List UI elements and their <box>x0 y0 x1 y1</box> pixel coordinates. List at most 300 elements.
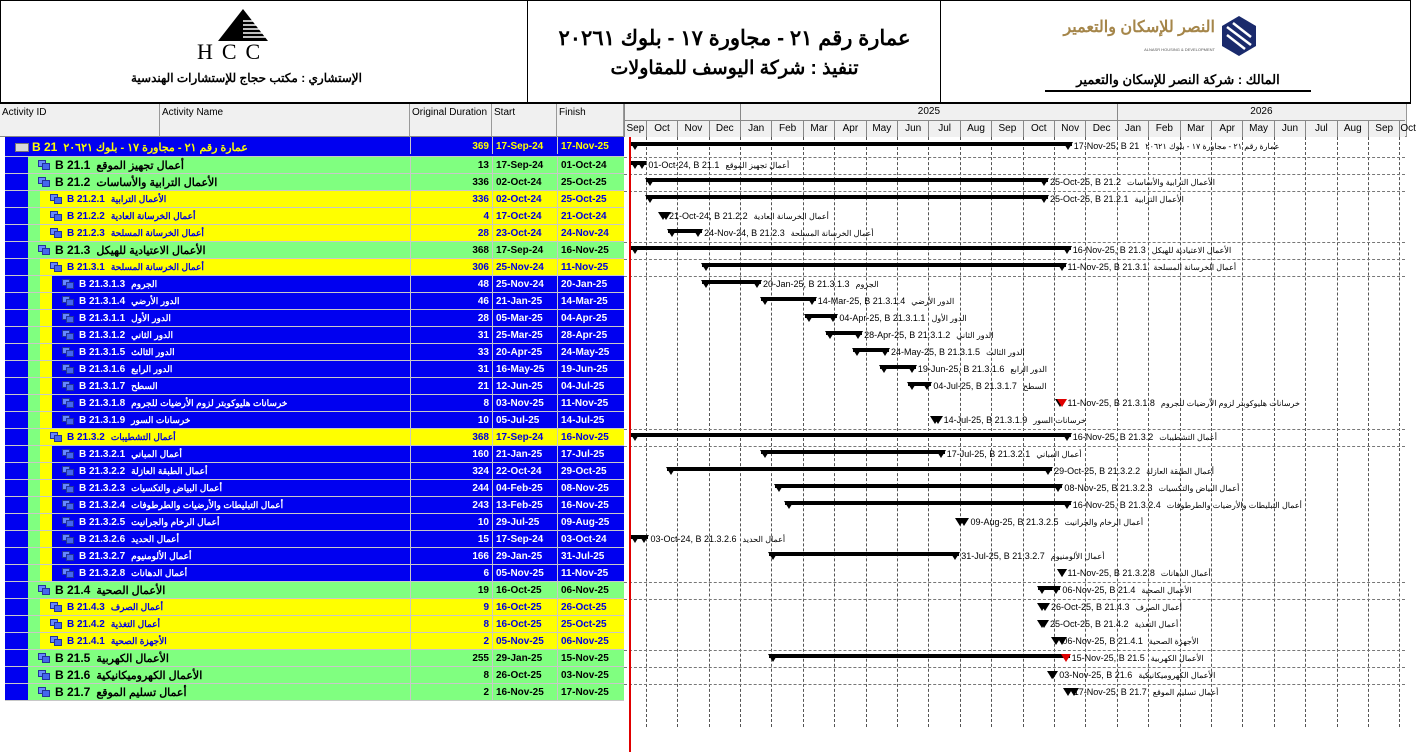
table-row[interactable] <box>5 667 624 684</box>
activity-id: B 21.4.1 <box>67 636 105 647</box>
activity-id-name <box>55 157 184 174</box>
bar-start-marker <box>701 280 711 288</box>
bar-label-finish: 24-May-25, <box>890 347 940 357</box>
wbs-icon <box>62 381 75 392</box>
table-row[interactable] <box>5 137 624 157</box>
activity-finish: 15-Nov-25 <box>557 650 624 667</box>
activity-start: 20-Apr-25 <box>492 344 557 361</box>
gantt-bar[interactable] <box>702 263 1065 267</box>
bar-label-name: الدور الأول <box>931 314 967 323</box>
gridline <box>897 137 898 727</box>
activity-finish: 03-Nov-25 <box>557 667 624 684</box>
bar-label-finish: 03-Oct-24, <box>650 534 696 544</box>
table-row[interactable] <box>5 191 624 208</box>
bar-start-marker <box>774 484 784 492</box>
activity-name: الجروم <box>131 279 158 289</box>
activity-duration: 31 <box>410 361 492 378</box>
activity-start: 23-Oct-24 <box>492 225 557 242</box>
activity-duration: 255 <box>410 650 492 667</box>
nasr-logo-text: النصر للإسكان والتعمير <box>1063 19 1215 36</box>
gantt-bar[interactable] <box>769 552 959 556</box>
gridline <box>1305 137 1306 727</box>
gantt-bar[interactable] <box>775 484 1062 488</box>
timeline-month: May <box>866 121 897 137</box>
activity-start: 21-Jan-25 <box>492 293 557 310</box>
gantt-bar[interactable] <box>631 142 1072 146</box>
activity-duration: 48 <box>410 276 492 293</box>
bar-label <box>1073 245 1232 256</box>
activity-id-name <box>79 565 187 582</box>
wbs-icon <box>50 228 63 239</box>
gantt-bar[interactable] <box>785 501 1071 505</box>
bar-label-finish: 16-Nov-25, <box>1072 245 1120 255</box>
table-row[interactable] <box>5 531 624 548</box>
activity-id-name <box>67 225 204 242</box>
activity-start: 25-Mar-25 <box>492 327 557 344</box>
wbs-icon <box>38 245 51 256</box>
activity-name: الأعمال الكهربية <box>96 653 169 665</box>
table-row[interactable] <box>5 344 624 361</box>
activity-id-name <box>67 633 167 650</box>
bar-start-marker <box>768 654 778 662</box>
bar-label-id: B 21.5 <box>1118 653 1145 663</box>
bar-label-name: الدور الثالث <box>986 348 1025 357</box>
consultant-panel <box>1 1 528 103</box>
wbs-icon <box>38 670 51 681</box>
bar-end-marker <box>828 314 838 322</box>
bar-label-id: B 21.3.2.7 <box>1003 551 1045 561</box>
activity-start: 25-Nov-24 <box>492 259 557 276</box>
bar-label-id: B 21.2 <box>1095 177 1122 187</box>
activity-id-name <box>67 429 176 446</box>
bar-end-marker <box>637 161 647 169</box>
table-row[interactable] <box>5 582 624 599</box>
activity-name: عمارة رقم ٢١ - مجاورة ١٧ - بلوك ٢٠٦٢١ <box>63 142 248 154</box>
table-row[interactable] <box>5 412 624 429</box>
activity-start: 05-Nov-25 <box>492 565 557 582</box>
column-header-activity-name[interactable] <box>160 104 410 137</box>
activity-finish: 25-Oct-25 <box>557 616 624 633</box>
table-row[interactable] <box>5 429 624 446</box>
activity-id: B 21.5 <box>55 651 91 665</box>
wbs-icon <box>62 364 75 375</box>
activity-duration: 33 <box>410 344 492 361</box>
bar-label-id: B 21.3.2.5 <box>1017 517 1059 527</box>
bar-end-marker <box>1057 263 1067 271</box>
activity-start: 16-Oct-25 <box>492 582 557 599</box>
table-row[interactable] <box>5 293 624 310</box>
activity-duration: 9 <box>410 599 492 616</box>
column-header-finish[interactable] <box>557 104 624 137</box>
activity-finish: 03-Oct-24 <box>557 531 624 548</box>
timeline-month: Jul <box>1305 121 1336 137</box>
bar-label-name: عمارة رقم ٢١ - مجاورة ١٧ - بلوك ٢٠٦٢١ <box>1145 142 1280 151</box>
activity-id-name <box>32 137 248 154</box>
activity-duration: 10 <box>410 514 492 531</box>
activity-id: B 21.3.1 <box>67 262 105 273</box>
row-group-separator <box>624 242 1405 243</box>
wbs-icon <box>62 551 75 562</box>
activity-duration: 46 <box>410 293 492 310</box>
bar-start-marker <box>825 331 835 339</box>
activity-start: 12-Jun-25 <box>492 378 557 395</box>
row-group-separator <box>624 599 1405 600</box>
activity-finish: 11-Nov-25 <box>557 259 624 276</box>
bar-end-marker <box>950 552 960 560</box>
activity-id-name <box>67 259 204 276</box>
bar-end-marker <box>693 229 703 237</box>
project-title: عمارة رقم ٢١ - مجاورة ١٧ - بلوك ٢٠٢٦١ <box>558 27 911 50</box>
activity-id: B 21.3.1.5 <box>79 347 126 358</box>
timeline-year: 2026 <box>1117 104 1405 121</box>
bar-label-id: B 21.4.1 <box>1109 636 1143 646</box>
bar-end-marker <box>1062 246 1072 254</box>
gantt-bar[interactable] <box>646 178 1048 182</box>
activity-start: 04-Feb-25 <box>492 480 557 497</box>
bar-label <box>961 551 1104 562</box>
table-row[interactable] <box>5 242 624 259</box>
bar-label-id: B 21.1 <box>693 160 720 170</box>
table-row[interactable] <box>5 310 624 327</box>
table-row[interactable] <box>5 616 624 633</box>
bar-label-name: الأعمال الترابية والأساسات <box>1127 178 1216 187</box>
bar-end-marker <box>1063 142 1073 150</box>
bar-label-name: أعمال الخرسانة المسلحة <box>790 229 874 238</box>
bar-label <box>970 517 1143 528</box>
bar-label-finish: 25-Oct-25, <box>1049 619 1095 629</box>
bar-label-finish: 08-Nov-25, <box>1064 483 1112 493</box>
activity-id: B 21.3 <box>55 243 91 257</box>
gantt-bar[interactable] <box>667 467 1052 471</box>
bar-label-name: الأعمال الاعتيادية للهيكل <box>1151 246 1232 255</box>
activity-id: B 21.3.2.4 <box>79 500 126 511</box>
bar-label-finish: 21-Oct-24, <box>669 211 715 221</box>
bar-label-name: أعمال البياض والتكسيات <box>1158 484 1240 493</box>
timeline-month: Jan <box>1117 121 1148 137</box>
bar-label-id: B 21.3.1.9 <box>986 415 1028 425</box>
activity-duration: 243 <box>410 497 492 514</box>
timeline-month: Jul <box>928 121 959 137</box>
wbs-icon <box>62 398 75 409</box>
activity-start: 16-Oct-25 <box>492 599 557 616</box>
bar-label <box>891 347 1025 358</box>
bar-start-marker <box>645 195 655 203</box>
wbs-icon <box>38 177 51 188</box>
table-row[interactable] <box>5 463 624 480</box>
bar-label-finish: 16-Nov-25, <box>1072 432 1120 442</box>
table-row[interactable] <box>5 497 624 514</box>
activity-duration: 4 <box>410 208 492 225</box>
bar-label-name: الأعمال الصحية <box>1141 586 1192 595</box>
bar-label-name: الدور الرابع <box>1010 365 1047 374</box>
table-row[interactable] <box>5 174 624 191</box>
table-row[interactable] <box>5 259 624 276</box>
owner-label: المالك : شركة النصر للإسكان والتعمير <box>1045 72 1311 92</box>
activity-start: 22-Oct-24 <box>492 463 557 480</box>
activity-id-name <box>79 310 171 327</box>
consultant-label: الإستشاري : مكتب حجاج للإستشارات الهندسية <box>131 71 362 85</box>
bar-label-name: أعمال الحديد <box>742 535 786 544</box>
activity-duration: 336 <box>410 191 492 208</box>
activity-start: 29-Jan-25 <box>492 650 557 667</box>
activity-finish: 29-Oct-25 <box>557 463 624 480</box>
activity-finish: 11-Nov-25 <box>557 565 624 582</box>
activity-id-name <box>79 293 179 310</box>
bar-end-marker <box>658 212 668 220</box>
wbs-icon <box>62 517 75 528</box>
activity-finish: 01-Oct-24 <box>557 157 624 174</box>
activity-duration: 2 <box>410 684 492 701</box>
bar-label-name: أعمال تسليم الموقع <box>1152 688 1219 697</box>
activity-id: B 21.3.2.3 <box>79 483 126 494</box>
activity-duration: 15 <box>410 531 492 548</box>
timeline-month: Aug <box>960 121 991 137</box>
activity-start: 13-Feb-25 <box>492 497 557 514</box>
column-header-start[interactable] <box>492 104 557 137</box>
activity-finish: 06-Nov-25 <box>557 633 624 650</box>
bar-label-name: خرسانات هليوكوبتر لزوم الأرضيات للجروم <box>1160 399 1300 408</box>
bar-label-id: B 21.3.1.7 <box>975 381 1017 391</box>
bar-label-name: أعمال الطبقة العازلة <box>1146 467 1215 476</box>
bar-label <box>1073 500 1302 511</box>
bar-label <box>864 330 993 341</box>
activity-finish: 14-Jul-25 <box>557 412 624 429</box>
activity-finish: 17-Nov-25 <box>557 137 624 154</box>
timeline-month: Mar <box>1180 121 1211 137</box>
bar-label <box>1059 670 1215 681</box>
activity-name: الأعمال الاعتيادية للهيكل <box>96 245 206 257</box>
bar-label-name: الدور الثاني <box>956 331 994 340</box>
bar-label-id: B 21.3.2 <box>1119 432 1154 442</box>
timeline-month: Dec <box>1085 121 1116 137</box>
column-header-label: Activity ID <box>2 107 47 118</box>
activity-id: B 21.2.1 <box>67 194 105 205</box>
activity-id-name <box>67 191 166 208</box>
activity-name: خرسانات السور <box>131 415 191 425</box>
wbs-icon <box>50 432 63 443</box>
report-header <box>0 0 1411 104</box>
bar-label-id: B 21.3.1 <box>1113 262 1148 272</box>
activity-start: 16-May-25 <box>492 361 557 378</box>
bar-label <box>763 279 879 290</box>
activity-name: الأعمال الكهروميكانيكية <box>96 670 203 682</box>
bar-label-id: B 21.3.2.2 <box>1099 466 1141 476</box>
activity-id: B 21.3.1.4 <box>79 296 126 307</box>
activity-name: الدور الرابع <box>131 364 173 374</box>
gantt-bar[interactable] <box>631 246 1071 250</box>
activity-start: 02-Oct-24 <box>492 191 557 208</box>
activity-finish: 09-Aug-25 <box>557 514 624 531</box>
activity-name: أعمال التشطيبات <box>110 432 176 442</box>
activity-id: B 21.3.1.3 <box>79 279 126 290</box>
bar-label-name: أعمال الدهانات <box>1160 569 1211 578</box>
wbs-icon <box>62 534 75 545</box>
activity-start: 05-Jul-25 <box>492 412 557 429</box>
bar-end-marker <box>933 416 943 424</box>
timeline-month: Apr <box>834 121 865 137</box>
bar-start-marker <box>879 365 889 373</box>
bar-label-finish: 20-Jan-25, <box>762 279 809 289</box>
table-row[interactable] <box>5 548 624 565</box>
activity-start: 16-Nov-25 <box>492 684 557 701</box>
activity-id-name <box>55 667 202 684</box>
bar-start-marker <box>784 501 794 509</box>
bar-end-marker <box>1048 671 1058 679</box>
column-header-activity-id[interactable] <box>0 104 160 137</box>
table-row[interactable] <box>5 157 624 174</box>
hcc-logo-text: HCC <box>197 39 270 64</box>
table-row[interactable] <box>5 480 624 497</box>
table-row[interactable] <box>5 378 624 395</box>
activity-start: 25-Nov-24 <box>492 276 557 293</box>
activity-duration: 8 <box>410 616 492 633</box>
activity-start: 02-Oct-24 <box>492 174 557 191</box>
activity-id-name <box>79 463 207 480</box>
activity-start: 05-Nov-25 <box>492 633 557 650</box>
gantt-bar[interactable] <box>769 654 1069 658</box>
bar-label-name: أعمال الألومنيوم <box>1050 552 1105 561</box>
timeline-month: Feb <box>771 121 802 137</box>
gridline <box>803 137 804 727</box>
wbs-icon <box>62 296 75 307</box>
bar-label <box>1074 141 1280 152</box>
bar-end-marker <box>1061 654 1071 662</box>
activity-id-name <box>55 684 187 701</box>
timeline-year: 2025 <box>740 104 1117 121</box>
bar-label <box>1051 602 1182 613</box>
bar-label-name: الأعمال الترابية <box>1134 195 1184 204</box>
bar-label <box>1072 653 1204 664</box>
wbs-icon <box>62 279 75 290</box>
bar-end-marker <box>1040 603 1050 611</box>
column-header-label: Finish <box>559 107 586 118</box>
timeline-month: Mar <box>803 121 834 137</box>
gridline <box>1023 137 1024 727</box>
bar-end-marker <box>936 450 946 458</box>
activity-id-name <box>79 327 173 344</box>
activity-name: أعمال الطبقة العازلة <box>131 466 208 476</box>
table-row[interactable] <box>5 599 624 616</box>
bar-label-finish: 14-Jul-25, <box>943 415 987 425</box>
table-row[interactable] <box>5 225 624 242</box>
timeline-month: Jun <box>897 121 928 137</box>
bar-label <box>818 296 955 307</box>
bar-label-id: B 21.3.1.5 <box>939 347 981 357</box>
bar-start-marker <box>630 246 640 254</box>
bar-label-name: أعمال التشطيبات <box>1159 433 1217 442</box>
table-row[interactable] <box>5 684 624 701</box>
bar-label-finish: 03-Nov-25, <box>1059 670 1107 680</box>
bar-end-marker <box>752 280 762 288</box>
wbs-icon <box>50 262 63 273</box>
activity-finish: 16-Nov-25 <box>557 429 624 446</box>
activity-id: B 21.1 <box>55 158 91 172</box>
activity-id-name <box>79 395 288 412</box>
activity-duration: 368 <box>410 429 492 446</box>
bar-label-name: أعمال الخرسانة المسلحة <box>1153 263 1237 272</box>
activity-id-name <box>79 276 157 293</box>
gantt-bar[interactable] <box>646 195 1048 199</box>
gridline <box>1399 137 1400 727</box>
bar-label <box>1074 687 1219 698</box>
bar-label-finish: 11-Nov-25, <box>1067 398 1114 408</box>
table-row[interactable] <box>5 395 624 412</box>
table-row[interactable] <box>5 633 624 650</box>
bar-label-finish: 15-Nov-25, <box>1071 653 1119 663</box>
bar-label-name: أعمال المباني <box>1036 450 1082 459</box>
table-row[interactable] <box>5 208 624 225</box>
folder-icon <box>15 142 28 153</box>
gantt-bar[interactable] <box>761 450 945 454</box>
row-group-separator <box>624 259 1405 260</box>
gridline <box>646 137 647 727</box>
bar-label <box>1062 585 1191 596</box>
activity-start: 03-Nov-25 <box>492 395 557 412</box>
gantt-bar[interactable] <box>631 433 1071 437</box>
bar-label <box>1050 194 1184 205</box>
table-row[interactable] <box>5 327 624 344</box>
activity-start: 26-Oct-25 <box>492 667 557 684</box>
row-group-separator <box>624 684 1405 685</box>
activity-finish: 04-Apr-25 <box>557 310 624 327</box>
table-row[interactable] <box>5 361 624 378</box>
activity-finish: 04-Jul-25 <box>557 378 624 395</box>
activity-name: أعمال الصرف <box>110 602 164 612</box>
timeline-month: Jun <box>1274 121 1305 137</box>
bar-label <box>1050 619 1178 630</box>
timeline-month: Sep <box>1368 121 1399 137</box>
nasr-logo <box>1051 15 1261 59</box>
bar-label-name: الأجهزة الصحية <box>1148 637 1199 646</box>
activity-name: الدور الثالث <box>131 347 175 357</box>
wbs-icon <box>50 636 63 647</box>
activity-id: B 21.3.2.7 <box>79 551 126 562</box>
column-header-duration[interactable] <box>410 104 492 137</box>
bar-label <box>1068 398 1300 409</box>
bar-label <box>669 211 829 222</box>
activity-duration: 160 <box>410 446 492 463</box>
activity-duration: 6 <box>410 565 492 582</box>
bar-label-id: B 21.3.1.3 <box>808 279 850 289</box>
bar-start-marker <box>768 552 778 560</box>
nasr-emblem-icon <box>1221 15 1257 57</box>
wbs-icon <box>62 330 75 341</box>
gridline <box>677 137 678 727</box>
activity-start: 29-Jan-25 <box>492 548 557 565</box>
table-row[interactable] <box>5 514 624 531</box>
column-header-label: Original Duration <box>412 107 488 118</box>
bar-label-finish: 29-Oct-25, <box>1054 466 1100 476</box>
bar-label-name: خرسانات السور <box>1033 416 1086 425</box>
activity-id-name <box>79 497 283 514</box>
bar-start-marker <box>760 450 770 458</box>
table-row[interactable] <box>5 650 624 667</box>
activity-duration: 28 <box>410 310 492 327</box>
bar-label-finish: 04-Apr-25, <box>839 313 885 323</box>
row-group-separator <box>624 429 1405 430</box>
table-row[interactable] <box>5 276 624 293</box>
table-row[interactable] <box>5 446 624 463</box>
table-row[interactable] <box>5 565 624 582</box>
activity-start: 21-Jan-25 <box>492 446 557 463</box>
timeline-month: May <box>1242 121 1273 137</box>
bar-label-id: B 21.3.1.1 <box>884 313 926 323</box>
bar-label-id: B 21.3.2.1 <box>989 449 1031 459</box>
activity-duration: 324 <box>410 463 492 480</box>
bar-label-id: B 21.3.1.8 <box>1113 398 1155 408</box>
bar-end-marker <box>807 297 817 305</box>
bar-label-id: B 21 <box>1120 141 1140 151</box>
